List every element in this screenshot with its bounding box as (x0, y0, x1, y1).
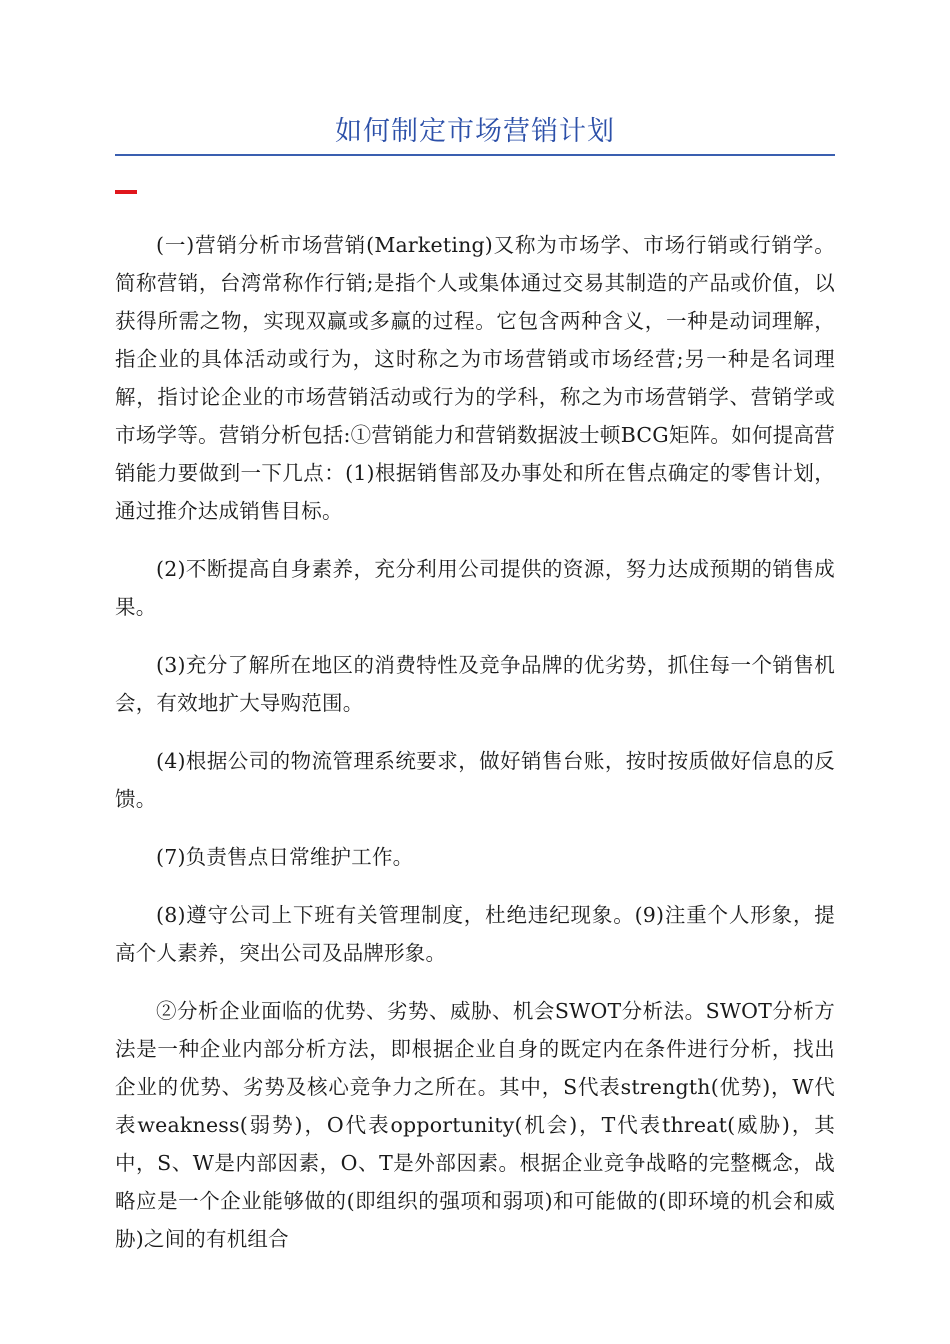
paragraph-point-4: (4)根据公司的物流管理系统要求，做好销售台账，按时按质做好信息的反馈。 (115, 749, 835, 811)
paragraph-marketing-analysis: (一)营销分析市场营销(Marketing)又称为市场学、市场行销或行销学。简称营销，台湾常称作行销;是指个人或集体通过交易其制造的产品或价值，以获得所需之物，实现双赢或多赢的过程。它包含两种含义，一种是动词理解，指企业的具体活动或行为，这时称之为市场营销或市场经营;另一种是名词理解，指讨论企业的市场营销活动或行为的学科，称之为市场营销学、营销学或市场学等。营销分析包括:①营销能力和营销数据波士顿BCG矩阵。如何提高营销能力要做到一下几点：(1)根据销售部及办事处和所在售点确定的零售计划，通过推介达成销售目标。 (115, 233, 835, 523)
paragraph-point-7: (7)负责售点日常维护工作。 (156, 845, 414, 869)
document-title: 如何制定市场营销计划 (335, 116, 615, 147)
title-underline (115, 154, 835, 156)
paragraph-point-8-9: (8)遵守公司上下班有关管理制度，杜绝违纪现象。(9)注重个人形象，提高个人素养，突出公司及品牌形象。 (115, 903, 835, 965)
red-accent-mark (115, 190, 137, 194)
paragraph-point-3: (3)充分了解所在地区的消费特性及竞争品牌的优劣势，抓住每一个销售机会，有效地扩大导购范围。 (115, 653, 835, 715)
paragraph-swot-analysis: ②分析企业面临的优势、劣势、威胁、机会SWOT分析法。SWOT分析方法是一种企业内部分析方法，即根据企业自身的既定内在条件进行分析，找出企业的优势、劣势及核心竞争力之所在。其中，S代表strength(优势)，W代表weakness(弱势)，O代表opportunity(机会)，T代表threat(威胁)，其中，S、W是内部因素，O、T是外部因素。根据企业竞争战略的完整概念，战略应是一个企业能够做的(即组织的强项和弱项)和可能做的(即环境的机会和威胁)之间的有机组合 (115, 999, 835, 1251)
document-body (115, 226, 835, 1278)
paragraph-point-2: (2)不断提高自身素养，充分利用公司提供的资源，努力达成预期的销售成果。 (115, 557, 835, 619)
